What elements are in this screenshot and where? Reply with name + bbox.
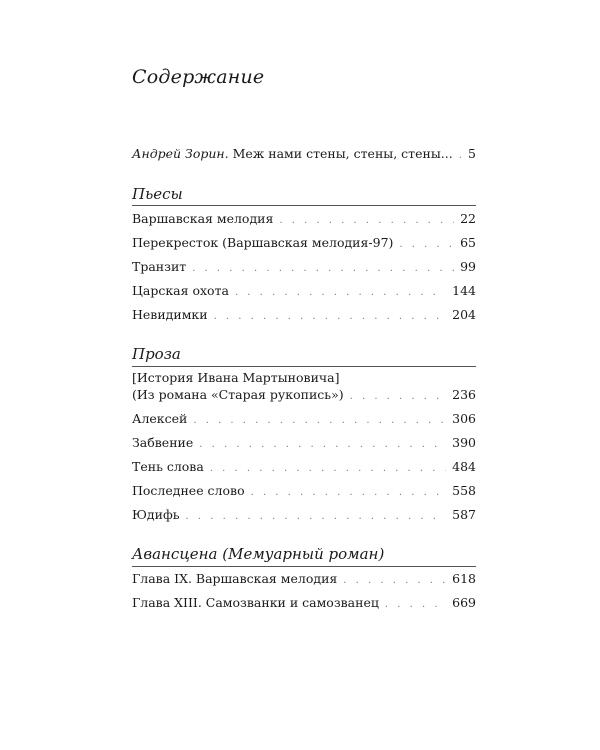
toc-entry-label: Невидимки — [132, 307, 208, 322]
toc-page-number: 669 — [452, 595, 476, 610]
toc-entry[interactable] — [132, 571, 476, 589]
toc-page-number: 204 — [452, 307, 476, 322]
toc-page-number: 22 — [460, 211, 476, 226]
toc-page-number: 484 — [452, 459, 476, 474]
toc-entry[interactable] — [132, 459, 476, 477]
toc-page-number: 390 — [452, 435, 476, 450]
toc-entry-label: Последнее слово — [132, 483, 245, 498]
toc-page-number: 558 — [452, 483, 476, 498]
dot-leader — [210, 461, 446, 477]
toc-page-number: 144 — [452, 283, 476, 298]
dot-leader — [186, 509, 447, 525]
toc-entry[interactable] — [132, 283, 476, 301]
toc-page-number: 618 — [452, 571, 476, 586]
dot-leader — [350, 389, 447, 405]
toc-entry[interactable] — [132, 435, 476, 453]
toc-entry-intro[interactable] — [132, 146, 476, 164]
dot-leader — [251, 485, 447, 501]
toc-entry[interactable] — [132, 595, 476, 613]
toc-entry[interactable] — [132, 235, 476, 253]
section-heading-memoir: Авансцена (Мемуарный роман) — [132, 545, 385, 563]
toc-entry-label: Царская охота — [132, 283, 229, 298]
dot-leader — [199, 437, 446, 453]
dot-leader — [399, 237, 454, 253]
toc-entry[interactable] — [132, 387, 476, 405]
toc-entry-label: Глава IX. Варшавская мелодия — [132, 571, 338, 586]
toc-entry-label: Варшавская мелодия — [132, 211, 274, 226]
dot-leader — [192, 261, 454, 277]
section-heading-plays: Пьесы — [132, 185, 183, 203]
intro-title: Меж нами стены, стены, стены... — [232, 146, 453, 161]
toc-entry-label: Транзит — [132, 259, 187, 274]
toc-title: Содержание — [132, 66, 265, 88]
toc-entry-label — [132, 146, 453, 162]
toc-entry-label: Перекресток (Варшавская мелодия-97) — [132, 235, 394, 250]
toc-entry[interactable] — [132, 259, 476, 277]
toc-entry[interactable] — [132, 507, 476, 525]
dot-leader — [279, 213, 454, 229]
toc-entry[interactable] — [132, 211, 476, 229]
dot-leader — [193, 413, 446, 429]
section-rule — [132, 205, 476, 206]
toc-page-number: 65 — [460, 235, 476, 250]
dot-leader — [235, 285, 446, 301]
toc-entry-label: Алексей — [132, 411, 188, 426]
toc-page-number: 99 — [460, 259, 476, 274]
toc-entry[interactable] — [132, 411, 476, 429]
toc-page-number: 306 — [452, 411, 476, 426]
toc-page-number: 587 — [452, 507, 476, 522]
toc-entry-line1[interactable]: [История Ивана Мартыновича] — [132, 370, 340, 385]
dot-leader — [343, 573, 446, 589]
section-rule — [132, 566, 476, 567]
dot-leader — [459, 148, 462, 164]
toc-page-number: 236 — [452, 387, 476, 402]
intro-author: Андрей Зорин. — [132, 146, 229, 161]
toc-entry-label: Забвение — [132, 435, 194, 450]
toc-entry[interactable] — [132, 483, 476, 501]
toc-entry-label: Тень слова — [132, 459, 204, 474]
toc-entry-label: (Из романа «Старая рукопись») — [132, 387, 344, 402]
dot-leader — [385, 597, 446, 613]
section-rule — [132, 366, 476, 367]
section-heading-prose: Проза — [132, 345, 181, 363]
toc-entry[interactable] — [132, 307, 476, 325]
toc-entry-label: Юдифь — [132, 507, 180, 522]
toc-entry-label: Глава XIII. Самозванки и самозванец — [132, 595, 379, 610]
toc-page-number: 5 — [468, 146, 476, 161]
dot-leader — [214, 309, 447, 325]
